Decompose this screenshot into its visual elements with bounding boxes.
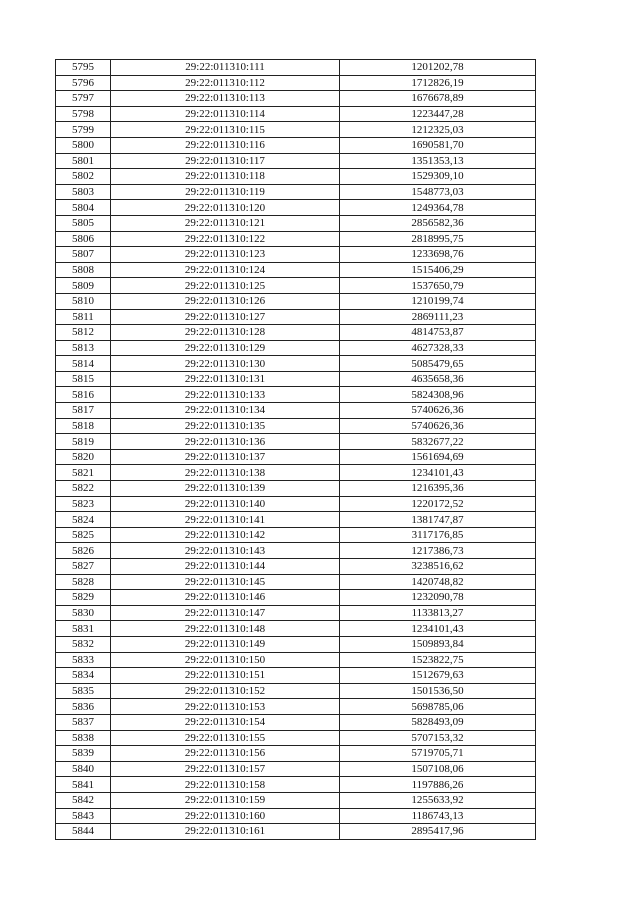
row-number-cell: 5807 (56, 247, 111, 263)
row-number-cell: 5841 (56, 777, 111, 793)
row-number-cell: 5830 (56, 605, 111, 621)
value-cell: 1220172,52 (340, 496, 536, 512)
table-row (56, 278, 536, 294)
table-row (56, 293, 536, 309)
cadastral-number-cell: 29:22:011310:142 (111, 527, 340, 543)
cadastral-number-cell: 29:22:011310:121 (111, 215, 340, 231)
cadastral-number-cell: 29:22:011310:149 (111, 636, 340, 652)
table-row (56, 668, 536, 684)
value-cell: 1249364,78 (340, 200, 536, 216)
cadastral-number-cell: 29:22:011310:154 (111, 714, 340, 730)
value-cell: 4635658,36 (340, 371, 536, 387)
cadastral-number-cell: 29:22:011310:153 (111, 699, 340, 715)
cadastral-number-cell: 29:22:011310:147 (111, 605, 340, 621)
table-row (56, 605, 536, 621)
row-number-cell: 5803 (56, 184, 111, 200)
cadastral-number-cell: 29:22:011310:111 (111, 60, 340, 76)
row-number-cell: 5820 (56, 449, 111, 465)
value-cell: 1420748,82 (340, 574, 536, 590)
row-number-cell: 5808 (56, 262, 111, 278)
table-row (56, 777, 536, 793)
row-number-cell: 5822 (56, 481, 111, 497)
value-cell: 1509893,84 (340, 636, 536, 652)
row-number-cell: 5814 (56, 356, 111, 372)
row-number-cell: 5802 (56, 169, 111, 185)
row-number-cell: 5833 (56, 652, 111, 668)
row-number-cell: 5798 (56, 106, 111, 122)
table-row (56, 215, 536, 231)
row-number-cell: 5812 (56, 325, 111, 341)
table-row (56, 792, 536, 808)
value-cell: 1501536,50 (340, 683, 536, 699)
value-cell: 1507108,06 (340, 761, 536, 777)
table-row (56, 262, 536, 278)
cadastral-number-cell: 29:22:011310:150 (111, 652, 340, 668)
value-cell: 5707153,32 (340, 730, 536, 746)
row-number-cell: 5821 (56, 465, 111, 481)
table-row (56, 153, 536, 169)
table-row (56, 340, 536, 356)
table-body (56, 60, 536, 840)
table-row (56, 590, 536, 606)
row-number-cell: 5797 (56, 91, 111, 107)
cadastral-number-cell: 29:22:011310:151 (111, 668, 340, 684)
row-number-cell: 5827 (56, 559, 111, 575)
cadastral-number-cell: 29:22:011310:159 (111, 792, 340, 808)
table-row (56, 60, 536, 76)
row-number-cell: 5805 (56, 215, 111, 231)
table-row (56, 559, 536, 575)
row-number-cell: 5815 (56, 371, 111, 387)
table-row (56, 137, 536, 153)
table-row (56, 808, 536, 824)
cadastral-number-cell: 29:22:011310:133 (111, 387, 340, 403)
table-row (56, 91, 536, 107)
cadastral-number-cell: 29:22:011310:126 (111, 293, 340, 309)
cadastral-number-cell: 29:22:011310:136 (111, 434, 340, 450)
value-cell: 1515406,29 (340, 262, 536, 278)
cadastral-number-cell: 29:22:011310:119 (111, 184, 340, 200)
row-number-cell: 5828 (56, 574, 111, 590)
table-row (56, 106, 536, 122)
table-row (56, 387, 536, 403)
row-number-cell: 5811 (56, 309, 111, 325)
value-cell: 1381747,87 (340, 512, 536, 528)
cadastral-number-cell: 29:22:011310:129 (111, 340, 340, 356)
table-row (56, 746, 536, 762)
cadastral-number-cell: 29:22:011310:143 (111, 543, 340, 559)
cadastral-number-cell: 29:22:011310:116 (111, 137, 340, 153)
table-row (56, 527, 536, 543)
table-row (56, 824, 536, 840)
value-cell: 1133813,27 (340, 605, 536, 621)
row-number-cell: 5838 (56, 730, 111, 746)
value-cell: 1233698,76 (340, 247, 536, 263)
table-row (56, 496, 536, 512)
cadastral-number-cell: 29:22:011310:115 (111, 122, 340, 138)
value-cell: 1234101,43 (340, 465, 536, 481)
value-cell: 1201202,78 (340, 60, 536, 76)
value-cell: 1216395,36 (340, 481, 536, 497)
row-number-cell: 5817 (56, 403, 111, 419)
value-cell: 1186743,13 (340, 808, 536, 824)
table-row (56, 449, 536, 465)
value-cell: 1537650,79 (340, 278, 536, 294)
row-number-cell: 5796 (56, 75, 111, 91)
cadastral-number-cell: 29:22:011310:117 (111, 153, 340, 169)
table-row (56, 200, 536, 216)
cadastral-number-cell: 29:22:011310:146 (111, 590, 340, 606)
value-cell: 1676678,89 (340, 91, 536, 107)
value-cell: 5698785,06 (340, 699, 536, 715)
cadastral-number-cell: 29:22:011310:113 (111, 91, 340, 107)
row-number-cell: 5804 (56, 200, 111, 216)
row-number-cell: 5800 (56, 137, 111, 153)
cadastral-number-cell: 29:22:011310:124 (111, 262, 340, 278)
table-row (56, 761, 536, 777)
table-row (56, 325, 536, 341)
table-row (56, 169, 536, 185)
row-number-cell: 5824 (56, 512, 111, 528)
row-number-cell: 5829 (56, 590, 111, 606)
value-cell: 2895417,96 (340, 824, 536, 840)
value-cell: 5740626,36 (340, 418, 536, 434)
cadastral-number-cell: 29:22:011310:114 (111, 106, 340, 122)
table-row (56, 465, 536, 481)
table-row (56, 636, 536, 652)
cadastral-number-cell: 29:22:011310:120 (111, 200, 340, 216)
row-number-cell: 5809 (56, 278, 111, 294)
row-number-cell: 5816 (56, 387, 111, 403)
table-row (56, 714, 536, 730)
cadastral-number-cell: 29:22:011310:152 (111, 683, 340, 699)
value-cell: 2856582,36 (340, 215, 536, 231)
row-number-cell: 5831 (56, 621, 111, 637)
value-cell: 1223447,28 (340, 106, 536, 122)
row-number-cell: 5840 (56, 761, 111, 777)
value-cell: 1690581,70 (340, 137, 536, 153)
table-row (56, 356, 536, 372)
table-row (56, 652, 536, 668)
row-number-cell: 5819 (56, 434, 111, 450)
cadastral-number-cell: 29:22:011310:127 (111, 309, 340, 325)
cadastral-number-cell: 29:22:011310:158 (111, 777, 340, 793)
table-row (56, 699, 536, 715)
cadastral-number-cell: 29:22:011310:140 (111, 496, 340, 512)
cadastral-number-cell: 29:22:011310:144 (111, 559, 340, 575)
cadastral-number-cell: 29:22:011310:161 (111, 824, 340, 840)
value-cell: 2818995,75 (340, 231, 536, 247)
value-cell: 1212325,03 (340, 122, 536, 138)
table-row (56, 403, 536, 419)
value-cell: 4627328,33 (340, 340, 536, 356)
row-number-cell: 5810 (56, 293, 111, 309)
row-number-cell: 5835 (56, 683, 111, 699)
value-cell: 5740626,36 (340, 403, 536, 419)
document-page (55, 59, 535, 840)
table-row (56, 309, 536, 325)
value-cell: 4814753,87 (340, 325, 536, 341)
cadastral-number-cell: 29:22:011310:112 (111, 75, 340, 91)
cadastral-number-cell: 29:22:011310:155 (111, 730, 340, 746)
value-cell: 1712826,19 (340, 75, 536, 91)
row-number-cell: 5825 (56, 527, 111, 543)
row-number-cell: 5843 (56, 808, 111, 824)
value-cell: 1351353,13 (340, 153, 536, 169)
cadastral-number-cell: 29:22:011310:130 (111, 356, 340, 372)
value-cell: 2869111,23 (340, 309, 536, 325)
cadastral-number-cell: 29:22:011310:125 (111, 278, 340, 294)
value-cell: 5824308,96 (340, 387, 536, 403)
row-number-cell: 5801 (56, 153, 111, 169)
value-cell: 1197886,26 (340, 777, 536, 793)
value-cell: 5085479,65 (340, 356, 536, 372)
value-cell: 3238516,62 (340, 559, 536, 575)
cadastral-number-cell: 29:22:011310:141 (111, 512, 340, 528)
table-row (56, 481, 536, 497)
table-row (56, 247, 536, 263)
row-number-cell: 5813 (56, 340, 111, 356)
value-cell: 1210199,74 (340, 293, 536, 309)
row-number-cell: 5837 (56, 714, 111, 730)
cadastral-number-cell: 29:22:011310:139 (111, 481, 340, 497)
table-row (56, 683, 536, 699)
value-cell: 1529309,10 (340, 169, 536, 185)
cadastral-number-cell: 29:22:011310:145 (111, 574, 340, 590)
table-row (56, 75, 536, 91)
value-cell: 5832677,22 (340, 434, 536, 450)
table-row (56, 512, 536, 528)
value-cell: 1561694,69 (340, 449, 536, 465)
row-number-cell: 5832 (56, 636, 111, 652)
row-number-cell: 5842 (56, 792, 111, 808)
row-number-cell: 5839 (56, 746, 111, 762)
value-cell: 1217386,73 (340, 543, 536, 559)
table-row (56, 418, 536, 434)
row-number-cell: 5806 (56, 231, 111, 247)
row-number-cell: 5836 (56, 699, 111, 715)
value-cell: 1234101,43 (340, 621, 536, 637)
table-row (56, 543, 536, 559)
table-row (56, 621, 536, 637)
row-number-cell: 5795 (56, 60, 111, 76)
cadastral-number-cell: 29:22:011310:123 (111, 247, 340, 263)
row-number-cell: 5799 (56, 122, 111, 138)
cadastral-number-cell: 29:22:011310:156 (111, 746, 340, 762)
table-row (56, 231, 536, 247)
row-number-cell: 5826 (56, 543, 111, 559)
cadastral-number-cell: 29:22:011310:138 (111, 465, 340, 481)
cadastral-number-cell: 29:22:011310:131 (111, 371, 340, 387)
cadastral-number-cell: 29:22:011310:160 (111, 808, 340, 824)
cadastral-number-cell: 29:22:011310:128 (111, 325, 340, 341)
table-row (56, 184, 536, 200)
row-number-cell: 5834 (56, 668, 111, 684)
value-cell: 3117176,85 (340, 527, 536, 543)
cadastral-number-cell: 29:22:011310:157 (111, 761, 340, 777)
cadastral-number-cell: 29:22:011310:137 (111, 449, 340, 465)
row-number-cell: 5818 (56, 418, 111, 434)
cadastral-number-cell: 29:22:011310:134 (111, 403, 340, 419)
table-row (56, 434, 536, 450)
table-row (56, 730, 536, 746)
value-cell: 1548773,03 (340, 184, 536, 200)
cadastral-number-cell: 29:22:011310:122 (111, 231, 340, 247)
value-cell: 5719705,71 (340, 746, 536, 762)
table-row (56, 371, 536, 387)
table-row (56, 122, 536, 138)
cadastral-number-cell: 29:22:011310:148 (111, 621, 340, 637)
value-cell: 1232090,78 (340, 590, 536, 606)
value-cell: 1523822,75 (340, 652, 536, 668)
value-cell: 1512679,63 (340, 668, 536, 684)
cadastral-value-table (55, 59, 536, 840)
value-cell: 1255633,92 (340, 792, 536, 808)
row-number-cell: 5823 (56, 496, 111, 512)
table-row (56, 574, 536, 590)
cadastral-number-cell: 29:22:011310:118 (111, 169, 340, 185)
value-cell: 5828493,09 (340, 714, 536, 730)
cadastral-number-cell: 29:22:011310:135 (111, 418, 340, 434)
row-number-cell: 5844 (56, 824, 111, 840)
